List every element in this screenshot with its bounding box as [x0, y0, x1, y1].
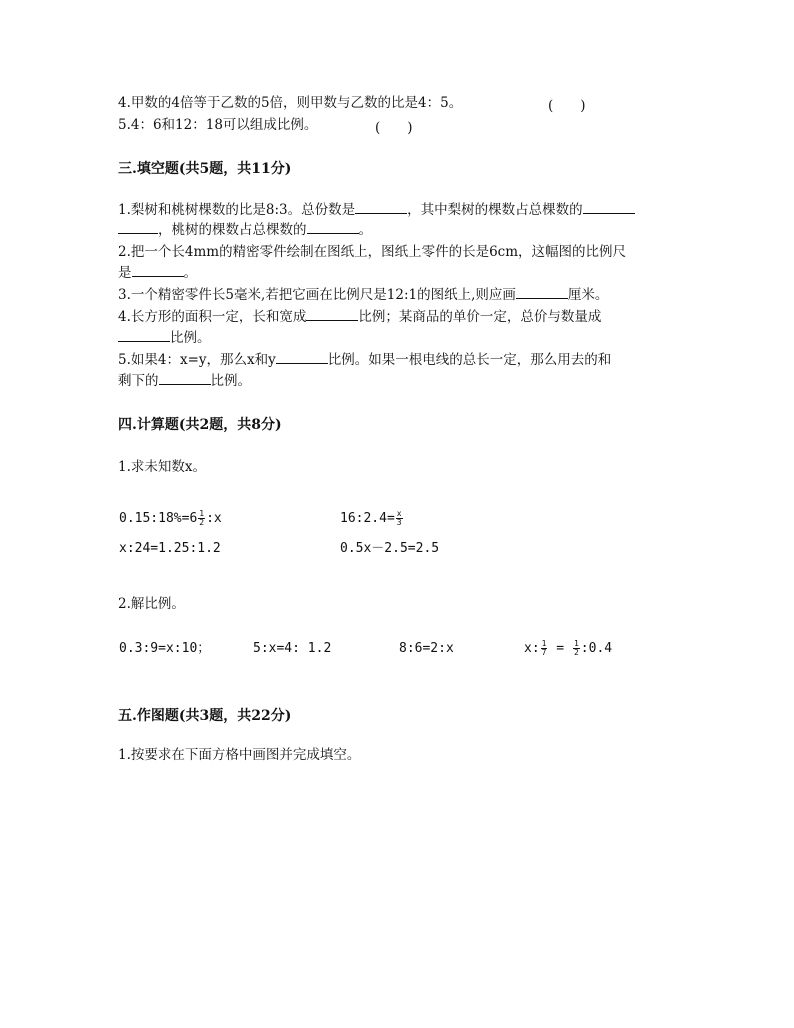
answer-paren-4: ( ): [548, 98, 586, 114]
fill-question-2-line1: 2.把一个长4mm的精密零件绘制在图纸上，图纸上零件的长是6cm，这幅图的比例尺: [118, 244, 627, 260]
section-3-title: 三.填空题(共5题，共11分): [118, 161, 292, 177]
fill-question-2-line2: 是 。: [118, 265, 197, 281]
equation-4: 0.5x－2.5=2.5: [340, 541, 440, 556]
calc-prompt-1: 1.求未知数x。: [118, 459, 206, 475]
proportion-1: 0.3:9=x:10；: [119, 641, 211, 656]
drawing-prompt-1: 1.按要求在下面方格中画图并完成填空。: [118, 747, 361, 763]
fraction-one-half: $\frac{1}{2}$: [199, 509, 205, 527]
fill-question-3: 3.一个精密零件长5毫米,若把它画在比例尺是12:1的图纸上,则应画 厘米。: [118, 287, 609, 303]
fill-question-1-line1: 1.梨树和桃树棵数的比是8:3。总份数是 ，其中梨树的棵数占总棵数的: [118, 201, 635, 219]
blank-length-width-relation[interactable]: [306, 308, 358, 321]
fraction-x-over-3: $\frac{x}{3}$: [396, 509, 402, 527]
blank-xy-relation[interactable]: [276, 351, 328, 364]
blank-peach-fraction[interactable]: [307, 221, 359, 234]
proportion-3: 8:6=2:x: [399, 641, 454, 656]
judge-question-4: 4.甲数的4倍等于乙数的5倍，则甲数与乙数的比是4：5。: [118, 95, 463, 111]
equation-3: x:24=1.25:1.2: [119, 541, 221, 556]
fill-question-5-line2: 剩下的 比例。: [118, 373, 251, 389]
blank-drawn-length[interactable]: [516, 286, 568, 299]
calc-prompt-2: 2.解比例。: [118, 596, 185, 612]
fill-question-4-line2: 比例。: [118, 329, 211, 347]
fraction-one-seventh: $\frac{1}{7}$: [541, 639, 547, 657]
section-5-title: 五.作图题(共3题，共22分): [118, 708, 292, 724]
blank-scale[interactable]: [132, 264, 184, 277]
blank-pear-fraction-part2[interactable]: [118, 221, 158, 234]
judge-question-5: 5.4：6和12：18可以组成比例。: [118, 117, 318, 133]
equation-2: 16:2.4= $\frac{x}{3}$: [340, 509, 402, 527]
blank-total-parts[interactable]: [355, 201, 407, 214]
blank-price-quantity-relation[interactable]: [118, 329, 170, 342]
proportion-2: 5:x=4: 1.2: [253, 641, 332, 656]
answer-paren-5: ( ): [375, 120, 413, 136]
blank-used-remaining-relation[interactable]: [159, 372, 211, 385]
fill-question-1-line2: ，桃树的棵数占总棵数的 。: [118, 221, 372, 239]
section-4-title: 四.计算题(共2题，共8分): [118, 417, 282, 433]
proportion-4: x: $\frac{1}{7}$ = $\frac{1}{2}$ :0.4: [524, 639, 613, 657]
fill-question-4-line1: 4.长方形的面积一定，长和宽成 比例；某商品的单价一定，总价与数量成: [118, 309, 602, 325]
fraction-one-half-b: $\frac{1}{2}$: [573, 639, 579, 657]
equation-1: 0.15:18%=6 $\frac{1}{2}$ :x: [119, 509, 222, 527]
fill-question-5-line1: 5.如果4：x=y，那么x和y 比例。如果一根电线的总长一定，那么用去的和: [118, 352, 612, 368]
blank-pear-fraction-part1[interactable]: [583, 201, 635, 214]
